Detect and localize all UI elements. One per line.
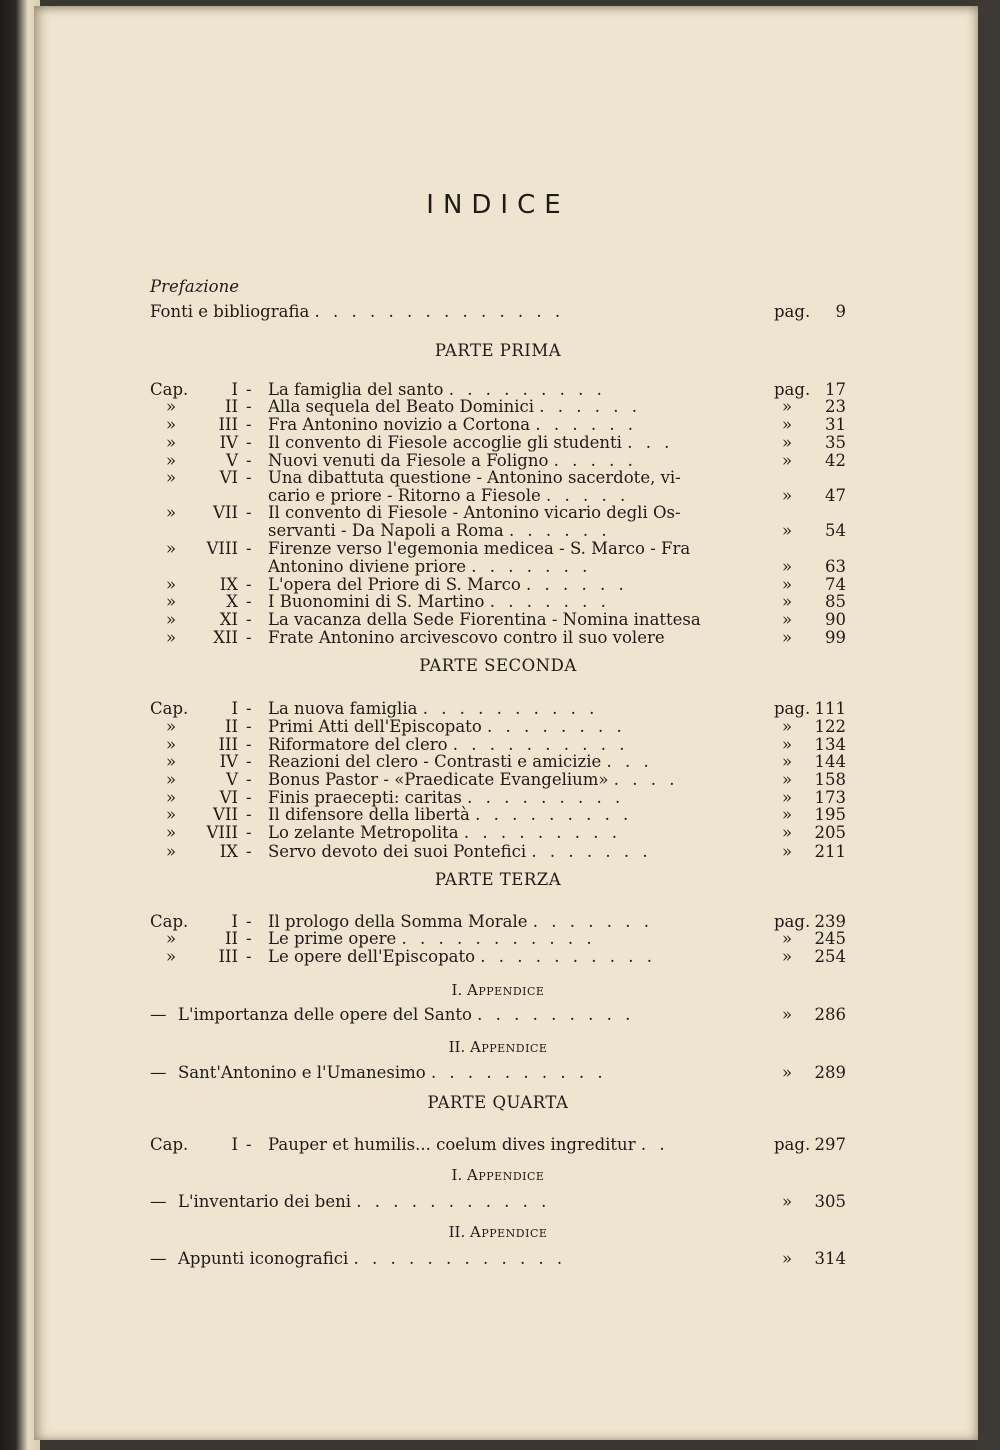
- page-number: 54: [825, 521, 846, 540]
- page-label: pag.: [774, 302, 811, 321]
- toc-entry: [150, 700, 846, 718]
- title-text: L'opera del Priore di S. Marco: [268, 575, 521, 594]
- title-text: cario e priore - Ritorno a Fiesole: [268, 486, 541, 505]
- page-number: 173: [814, 788, 846, 807]
- chapter-number: VIII: [206, 823, 238, 842]
- separator: -: [246, 929, 252, 948]
- toc-entry: [150, 558, 846, 576]
- page-label: »: [782, 717, 793, 736]
- title-text: Il difensore della libertà: [268, 805, 470, 824]
- page-number: 134: [814, 735, 846, 754]
- chapter-number: X: [226, 592, 238, 611]
- toc-entry: [150, 504, 846, 522]
- chapter-label: »: [166, 788, 177, 807]
- page-number: 23: [825, 397, 846, 416]
- separator: -: [246, 592, 252, 611]
- chapter-label: Cap.: [150, 1135, 189, 1154]
- chapter-label: »: [166, 468, 177, 487]
- separator: -: [246, 628, 252, 647]
- appendix-heading: [150, 981, 846, 999]
- chapter-number: II: [224, 397, 238, 416]
- entry-title: [268, 700, 598, 718]
- toc-entry: [150, 948, 846, 966]
- chapter-number: VII: [213, 805, 238, 824]
- appendix-word: Appendice: [470, 1038, 548, 1056]
- entry-title: [268, 1136, 669, 1154]
- title-text: Le opere dell'Episcopato: [268, 947, 476, 966]
- page-number: 205: [814, 823, 846, 842]
- page-label: »: [782, 575, 793, 594]
- chapter-label: »: [166, 823, 177, 842]
- leader-dots: . . . . . . . .: [487, 717, 626, 736]
- page-number: 85: [825, 592, 846, 611]
- toc-entry: [150, 398, 846, 416]
- toc-entry: [150, 753, 846, 771]
- chapter-number: V: [226, 451, 238, 470]
- toc-entry: [150, 540, 846, 558]
- separator: -: [246, 433, 252, 452]
- chapter-label: »: [166, 929, 177, 948]
- separator: -: [246, 823, 252, 842]
- separator: —: [150, 1005, 167, 1024]
- chapter-label: Cap.: [150, 912, 189, 931]
- leader-dots: . . . .: [613, 770, 679, 789]
- page-number: 17: [825, 380, 846, 399]
- separator: -: [246, 735, 252, 754]
- entry-title: [268, 469, 681, 487]
- separator: -: [246, 397, 252, 416]
- chapter-number: VI: [219, 468, 238, 487]
- toc-entry: [150, 1193, 846, 1211]
- leader-dots: . . . . . .: [539, 397, 641, 416]
- leader-dots: . . . . . .: [526, 575, 628, 594]
- page-number: 195: [814, 805, 846, 824]
- chapter-label: Cap.: [150, 699, 189, 718]
- chapter-number: XII: [213, 628, 238, 647]
- chapter-number: IX: [219, 575, 238, 594]
- toc-entry: [150, 611, 846, 629]
- leader-dots: . .: [640, 1135, 669, 1154]
- entry-title: [268, 629, 665, 647]
- part-heading: PARTE QUARTA: [427, 1093, 569, 1112]
- toc-entry: [150, 469, 846, 487]
- title-text: La nuova famiglia: [268, 699, 418, 718]
- toc-entry: [150, 593, 846, 611]
- separator: -: [246, 788, 252, 807]
- page-label: pag.: [774, 912, 811, 931]
- page-number: 47: [825, 486, 846, 505]
- page-label: »: [782, 1192, 793, 1211]
- chapter-number: IV: [219, 433, 238, 452]
- separator: -: [246, 575, 252, 594]
- entry-title: [268, 504, 681, 522]
- toc-entry: [150, 930, 846, 948]
- toc-entry: [150, 1250, 846, 1268]
- chapter-number: VI: [219, 788, 238, 807]
- entry-title: [178, 1006, 634, 1024]
- chapter-label: »: [166, 842, 177, 861]
- page-number: 286: [814, 1005, 846, 1024]
- separator: -: [246, 805, 252, 824]
- chapter-number: VIII: [206, 539, 238, 558]
- page-label: pag.: [774, 1135, 811, 1154]
- page-label: »: [782, 1005, 793, 1024]
- chapter-number: III: [218, 735, 238, 754]
- chapter-number: III: [218, 947, 238, 966]
- leader-dots: . . . . . . .: [532, 912, 653, 931]
- entry-title: [268, 843, 652, 861]
- appendix-number: I.: [451, 1166, 463, 1184]
- leader-dots: . . . . . . . . .: [448, 380, 606, 399]
- chapter-label: »: [166, 628, 177, 647]
- toc-entry: [150, 522, 846, 540]
- page-number: 144: [814, 752, 846, 771]
- entry-title: [268, 930, 596, 948]
- chapter-label: »: [166, 433, 177, 452]
- appendix-word: Appendice: [467, 1166, 545, 1184]
- title-text: Il convento di Fiesole accoglie gli studenti: [268, 433, 622, 452]
- title-text: Il prologo della Somma Morale: [268, 912, 528, 931]
- toc-entry: [150, 416, 846, 434]
- page-label: »: [782, 1063, 793, 1082]
- chapter-label: »: [166, 805, 177, 824]
- leader-dots: . . . . . . .: [471, 557, 592, 576]
- chapter-number: II: [224, 929, 238, 948]
- page-title: INDICE: [426, 190, 570, 220]
- page-label: »: [782, 823, 793, 842]
- page-label: »: [782, 628, 793, 647]
- page-label: »: [782, 929, 793, 948]
- title-text: Alla sequela del Beato Dominici: [268, 397, 534, 416]
- leader-dots: . . . . . . . . . .: [452, 735, 629, 754]
- page-number: 31: [825, 415, 846, 434]
- separator: -: [246, 610, 252, 629]
- chapter-label: »: [166, 451, 177, 470]
- leader-dots: . . . . . . . . .: [475, 805, 633, 824]
- entry-title: Fonti e bibliografia . . . . . . . . . . . . . .: [150, 302, 565, 321]
- page-number: 158: [814, 770, 846, 789]
- leader-dots: . . . . . . . . .: [467, 788, 625, 807]
- separator: -: [246, 539, 252, 558]
- chapter-number: I: [231, 1135, 238, 1154]
- title-text: Firenze verso l'egemonia medicea - S. Marco - Fra: [268, 539, 691, 558]
- chapter-label: »: [166, 947, 177, 966]
- page-number: 305: [814, 1192, 846, 1211]
- page-label: »: [782, 610, 793, 629]
- separator: -: [246, 912, 252, 931]
- title-text: Reazioni del clero - Contrasti e amicizie: [268, 752, 602, 771]
- page-label: »: [782, 451, 793, 470]
- appendix-number: II.: [448, 1038, 466, 1056]
- separator: -: [246, 415, 252, 434]
- entry-title: [268, 398, 641, 416]
- page-number: 314: [814, 1249, 846, 1268]
- page-label: »: [782, 788, 793, 807]
- page-number: 63: [825, 557, 846, 576]
- leader-dots: . . . . . . . . .: [463, 823, 622, 842]
- page-number: 289: [814, 1063, 846, 1082]
- chapter-label: »: [166, 592, 177, 611]
- entry-title: [268, 558, 591, 576]
- title-text: servanti - Da Napoli a Roma: [268, 521, 504, 540]
- appendix-heading: [150, 1223, 846, 1241]
- leader-dots: . . . . . . . . . .: [480, 947, 656, 966]
- chapter-number: XI: [219, 610, 238, 629]
- title-text: Una dibattuta questione - Antonino sacerdote, vi-: [268, 468, 681, 487]
- chapter-label: »: [166, 503, 177, 522]
- separator: —: [150, 1249, 167, 1268]
- chapter-number: III: [218, 415, 238, 434]
- page-label: pag.: [774, 380, 811, 399]
- title-text: Il convento di Fiesole - Antonino vicario degli Os-: [268, 503, 681, 522]
- page-number: 90: [825, 610, 846, 629]
- page-label: »: [782, 770, 793, 789]
- chapter-label: »: [166, 397, 177, 416]
- leader-dots: . . . . . . . . . .: [430, 1063, 607, 1082]
- leader-dots: . . . . . . . . . . . .: [353, 1249, 567, 1268]
- leader-dots: . . . . . . . . .: [477, 1005, 635, 1024]
- leader-dots: . . .: [627, 433, 674, 452]
- entry-title: [268, 593, 610, 611]
- entry-title: [268, 434, 673, 452]
- page-label: »: [782, 521, 793, 540]
- page-label: »: [782, 1249, 793, 1268]
- chapter-number: I: [231, 380, 238, 399]
- toc-entry: [150, 303, 846, 321]
- toc-entry: [150, 718, 846, 736]
- chapter-label: »: [166, 717, 177, 736]
- part-heading: PARTE PRIMA: [434, 341, 562, 360]
- entry-title: [178, 1193, 550, 1211]
- title-text: Frate Antonino arcivescovo contro il suo volere: [268, 628, 665, 647]
- leader-dots: . . . . . .: [535, 415, 638, 434]
- chapter-label: »: [166, 735, 177, 754]
- toc-entry: [150, 1064, 846, 1082]
- separator: -: [246, 770, 252, 789]
- chapter-label: »: [166, 539, 177, 558]
- toc-entry: [150, 843, 846, 861]
- separator: -: [246, 1135, 252, 1154]
- toc-entry: [150, 771, 846, 789]
- title-text: Bonus Pastor - «Praedicate Evangelium»: [268, 770, 609, 789]
- chapter-number: VII: [213, 503, 238, 522]
- leader-dots: . . . . . . .: [531, 842, 652, 861]
- appendix-heading: [150, 1038, 846, 1056]
- entry-title: [268, 522, 611, 540]
- page-label: »: [782, 735, 793, 754]
- entry-title: [268, 806, 632, 824]
- title-text: L'importanza delle opere del Santo: [178, 1005, 472, 1024]
- separator: -: [246, 717, 252, 736]
- chapter-number: II: [224, 717, 238, 736]
- separator: —: [150, 1192, 167, 1211]
- chapter-label: »: [166, 415, 177, 434]
- appendix-number: I.: [451, 981, 463, 999]
- separator: -: [246, 503, 252, 522]
- page-label: »: [782, 397, 793, 416]
- page-label: »: [782, 592, 793, 611]
- chapter-number: I: [231, 912, 238, 931]
- toc-entry: [150, 1136, 846, 1154]
- leader-dots: . . . . . . . . . . .: [356, 1192, 551, 1211]
- page-number: 111: [814, 699, 846, 718]
- entry-title: [268, 611, 701, 629]
- chapter-number: I: [231, 699, 238, 718]
- appendix-word: Appendice: [467, 981, 545, 999]
- title-text: L'inventario dei beni: [178, 1192, 352, 1211]
- toc-entry: [150, 434, 846, 452]
- leader-dots: . . . . . . . . . . .: [401, 929, 596, 948]
- chapter-number: V: [226, 770, 238, 789]
- page-number: 254: [814, 947, 846, 966]
- preface-label: Prefazione: [150, 277, 239, 296]
- page-label: »: [782, 842, 793, 861]
- part-heading: PARTE SECONDA: [419, 656, 577, 675]
- title-text: Appunti iconografici: [178, 1249, 349, 1268]
- chapter-number: IV: [219, 752, 238, 771]
- separator: -: [246, 380, 252, 399]
- chapter-label: »: [166, 770, 177, 789]
- entry-title: [268, 948, 656, 966]
- leader-dots: . . . . . . .: [489, 592, 610, 611]
- leader-dots: . . .: [606, 752, 653, 771]
- leader-dots: . . . . .: [553, 451, 637, 470]
- page-number: 35: [825, 433, 846, 452]
- page-number: 99: [825, 628, 846, 647]
- separator: -: [246, 842, 252, 861]
- chapter-number: IX: [219, 842, 238, 861]
- title-text: Fra Antonino novizio a Cortona: [268, 415, 531, 434]
- page-label: »: [782, 805, 793, 824]
- title-text: Riformatore del clero: [268, 735, 448, 754]
- title-text: Le prime opere: [268, 929, 397, 948]
- page-label: pag.: [774, 699, 811, 718]
- page-number: 297: [814, 1135, 846, 1154]
- page-label: »: [782, 752, 793, 771]
- page-label: »: [782, 557, 793, 576]
- chapter-label: Cap.: [150, 380, 189, 399]
- title-text: Lo zelante Metropolita: [268, 823, 459, 842]
- title-text: Antonino diviene priore: [268, 557, 466, 576]
- toc-entry: [150, 824, 846, 842]
- separator: -: [246, 699, 252, 718]
- page-number: 211: [814, 842, 846, 861]
- part-heading: PARTE TERZA: [434, 870, 562, 889]
- page-number: 122: [814, 717, 846, 736]
- chapter-label: »: [166, 575, 177, 594]
- title-text: Servo devoto dei suoi Pontefici: [268, 842, 527, 861]
- entry-title: [178, 1250, 566, 1268]
- chapter-label: »: [166, 752, 177, 771]
- entry-title: [268, 824, 621, 842]
- appendix-word: Appendice: [470, 1223, 548, 1241]
- entry-title: [268, 540, 690, 558]
- appendix-heading: [150, 1166, 846, 1184]
- title-text: I Buonomini di S. Martino: [268, 592, 485, 611]
- page-label: »: [782, 486, 793, 505]
- entry-title: [268, 753, 653, 771]
- page-number: 42: [825, 451, 846, 470]
- separator: -: [246, 468, 252, 487]
- leader-dots: . . . . . .: [508, 521, 611, 540]
- entry-title: [178, 1064, 607, 1082]
- entry-title: [268, 771, 679, 789]
- toc-entry: [150, 1006, 846, 1024]
- page-number: 245: [814, 929, 846, 948]
- page-label: »: [782, 415, 793, 434]
- leader-dots: . . . . .: [546, 486, 630, 505]
- title-text: La famiglia del santo: [268, 380, 444, 399]
- title-text: Pauper et humilis... coelum dives ingreditur: [268, 1135, 636, 1154]
- title-text: Primi Atti dell'Episcopato: [268, 717, 482, 736]
- separator: -: [246, 451, 252, 470]
- leader-dots: . . . . . . . . . .: [422, 699, 599, 718]
- title-text: Finis praecepti: caritas: [268, 788, 462, 807]
- chapter-label: »: [166, 610, 177, 629]
- title-text: La vacanza della Sede Fiorentina - Nomina inattesa: [268, 610, 701, 629]
- title-text: Sant'Antonino e l'Umanesimo: [178, 1063, 426, 1082]
- toc-entry: [150, 806, 846, 824]
- page-label: »: [782, 947, 793, 966]
- page-number: 9: [835, 302, 846, 321]
- appendix-number: II.: [448, 1223, 466, 1241]
- separator: -: [246, 947, 252, 966]
- entry-title: [268, 718, 626, 736]
- page-label: »: [782, 433, 793, 452]
- toc-entry: [150, 629, 846, 647]
- title-text: Nuovi venuti da Fiesole a Foligno: [268, 451, 549, 470]
- page-number: 239: [814, 912, 846, 931]
- separator: —: [150, 1063, 167, 1082]
- separator: -: [246, 752, 252, 771]
- entry-title: [268, 416, 637, 434]
- page-number: 74: [825, 575, 846, 594]
